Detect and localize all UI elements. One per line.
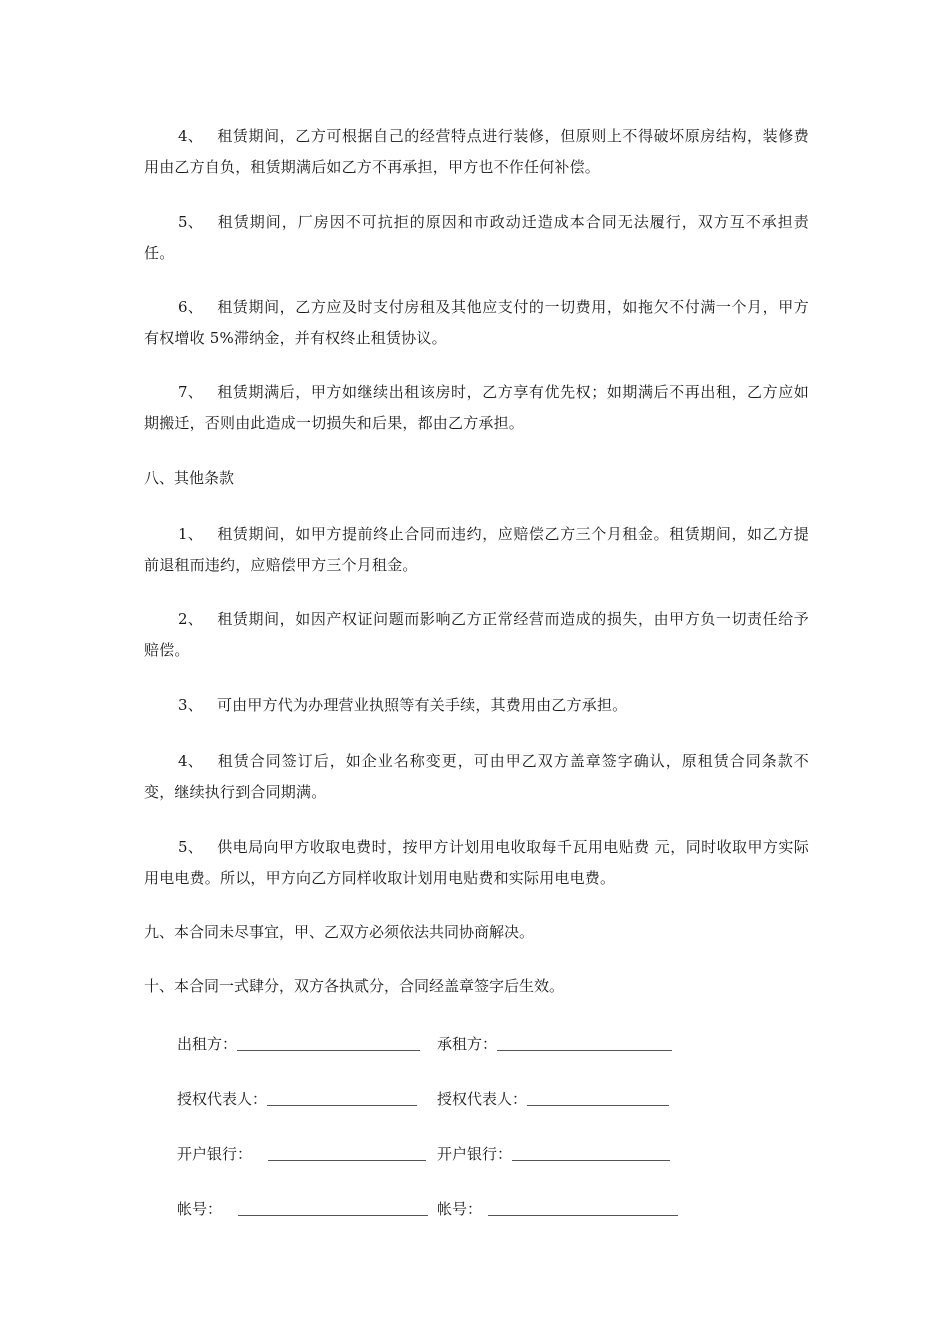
signature-row-party [177,1030,682,1054]
lessee-label: 承租方： [437,1035,498,1053]
lessee-bank-blank[interactable] [512,1146,670,1161]
clause-number: 4、 [178,127,203,145]
lessee-cell [437,1030,672,1054]
lessor-rep-label: 授权代表人： [177,1090,268,1108]
clause-7-5 [144,207,809,269]
clause-8-3 [144,690,809,721]
lessor-rep-cell [177,1085,417,1109]
clause-text: 租赁期间，乙方可根据自己的经营特点进行装修，但原则上不得破坏原房结构，装修费用由乙方自负，租赁期满后如乙方不再承担，甲方也不作任何补偿。 [144,127,809,176]
clause-number: 2、 [178,610,203,628]
lessor-cell [177,1030,420,1054]
lessor-label: 出租方： [177,1035,238,1053]
lessor-bank-cell [177,1140,426,1164]
lessor-bank-blank[interactable] [268,1146,426,1161]
lessee-account-blank[interactable] [488,1201,678,1216]
clause-number: 7、 [178,383,203,401]
clause-number: 5、 [178,838,203,856]
lessee-blank[interactable] [497,1036,672,1051]
lessor-rep-blank[interactable] [267,1091,417,1106]
clause-8-2 [144,604,809,666]
lessor-account-cell [177,1195,428,1219]
lessor-account-blank[interactable] [238,1201,428,1216]
section-8-heading: 八、其他条款 [144,469,235,487]
lessor-bank-label: 开户银行： [177,1145,253,1163]
signature-row-representative [177,1085,682,1109]
clause-text: 租赁合同签订后，如企业名称变更，可由甲乙双方盖章签字确认，原租赁合同条款不变，继续执行到合同期满。 [144,752,809,801]
section-10: 十、本合同一式肆分，双方各执贰分，合同经盖章签字后生效。 [144,977,565,995]
clause-number: 6、 [178,298,203,316]
clause-text: 供电局向甲方收取电费时，按甲方计划用电收取每千瓦用电贴费 元，同时收取甲方实际用电电费。所以，甲方向乙方同样收取计划用电贴费和实际用电电费。 [144,838,809,887]
clause-7-7 [144,377,809,439]
clause-text: 租赁期间，厂房因不可抗拒的原因和市政动迁造成本合同无法履行，双方互不承担责任。 [144,213,809,262]
clause-text: 租赁期满后，甲方如继续出租该房时，乙方享有优先权；如期满后不再出租，乙方应如期搬迁，否则由此造成一切损失和后果，都由乙方承担。 [144,383,809,432]
signature-row-bank [177,1140,682,1164]
clause-number: 3、 [178,696,203,714]
section-9: 九、本合同未尽事宜，甲、乙双方必须依法共同协商解决。 [144,923,535,941]
signature-row-account [177,1195,682,1219]
lessee-account-label: 帐号： [437,1200,483,1218]
clause-8-5 [144,832,809,894]
lessee-rep-cell [437,1085,669,1109]
lessee-rep-label: 授权代表人： [437,1090,528,1108]
clause-text: 可由甲方代为办理营业执照等有关手续，其费用由乙方承担。 [216,696,628,714]
clause-8-1 [144,519,809,581]
clause-7-4 [144,121,809,183]
clause-8-4 [144,746,809,808]
clause-text: 租赁期间，如甲方提前终止合同而违约，应赔偿乙方三个月租金。租赁期间，如乙方提前退租而违约，应赔偿甲方三个月租金。 [144,525,809,574]
lessee-bank-cell [437,1140,670,1164]
lessor-account-label: 帐号： [177,1200,223,1218]
lessor-blank[interactable] [237,1036,420,1051]
clause-number: 5、 [178,213,203,231]
clause-text: 租赁期间，如因产权证问题而影响乙方正常经营而造成的损失，由甲方负一切责任给予赔偿。 [144,610,809,659]
clause-text: 租赁期间，乙方应及时支付房租及其他应支付的一切费用，如拖欠不付满一个月，甲方有权增收 5%滞纳金，并有权终止租赁协议。 [144,298,809,347]
lessee-account-cell [437,1195,678,1219]
lessee-rep-blank[interactable] [527,1091,669,1106]
lessee-bank-label: 开户银行： [437,1145,513,1163]
clause-number: 1、 [178,525,203,543]
clause-7-6 [144,292,809,354]
clause-number: 4、 [178,752,203,770]
